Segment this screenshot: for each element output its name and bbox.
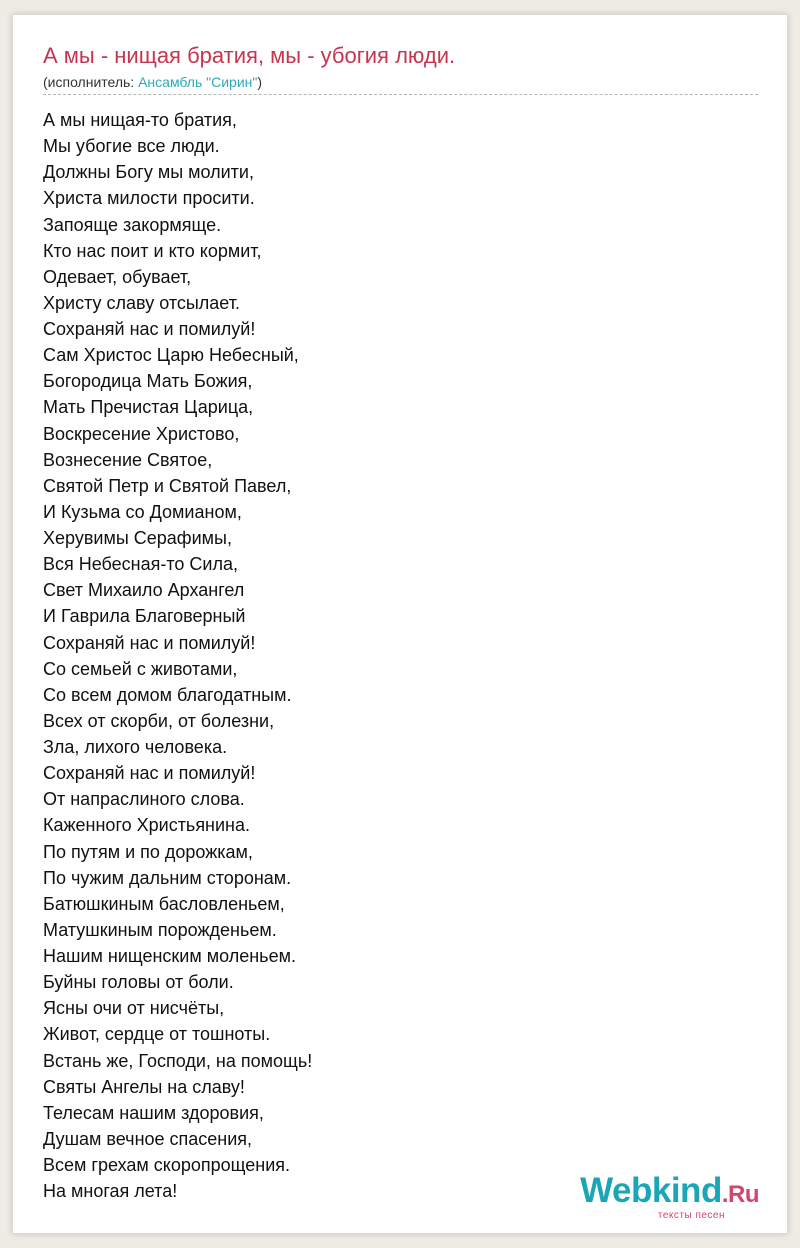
lyric-line: Душам вечное спасения, [43,1128,253,1149]
logo-name: Webkind [580,1171,722,1210]
lyric-line: Буйны головы от боли. [43,972,234,993]
lyric-line: Батюшкиным басловленьем, [43,893,285,914]
lyric-line: На многая лета! [43,1181,178,1202]
site-logo[interactable] [580,1173,759,1221]
lyric-line: И Кузьма со Домианом, [43,501,242,522]
lyric-line: А мы нищая-то братия, [43,110,237,130]
lyric-line: По чужим дальним сторонам. [43,867,292,888]
lyric-line: Свет Михаило Архангел [43,580,245,601]
lyric-line: Каженного Христьянина. [43,815,251,836]
lyric-line: Сохраняй нас и помилуй! [43,319,256,339]
lyric-line: От напраслиного слова. [43,789,245,810]
lyric-line: Матушкиным порожденьем. [43,919,277,940]
lyric-line: Запояще закормяще. [43,214,222,235]
lyric-line: Мы убогие все люди. [43,136,220,157]
lyric-line: Встань же, Господи, на помощь! [43,1050,313,1071]
lyric-line: Телесам нашим здоровия, [43,1102,264,1123]
lyric-line: Христа милости просити. [43,188,255,209]
artist-suffix: ) [257,74,263,90]
lyric-line: Одевает, обувает, [43,266,192,287]
lyric-line: Воскресение Христово, [43,423,240,444]
lyric-line: По путям и по дорожкам, [43,841,253,862]
lyric-line: Кто нас поит и кто кормит, [43,240,262,261]
lyric-line: Сохраняй нас и помилуй! [43,763,256,784]
lyric-line: Зла, лихого человека. [43,737,228,757]
lyric-line: Мать Пречистая Царица, [43,397,254,418]
artist-line [43,74,262,90]
lyric-line: Святы Ангелы на славу! [43,1076,245,1097]
lyric-line: Христу славу отсылает. [43,292,240,313]
lyric-line: Вся Небесная-то Сила, [43,554,238,575]
lyric-line: Сохраняй нас и помилуй! [43,632,256,653]
lyric-line: Всех от скорби, от болезни, [43,710,275,731]
lyric-line: Ясны очи от нисчёты, [43,998,225,1019]
lyric-line: Херувимы Серафимы, [43,528,232,548]
lyric-line: Святой Петр и Святой Павел, [43,475,292,496]
lyric-line: Должны Богу мы молити, [43,162,254,183]
lyric-line: И Гаврила Благоверный [43,606,246,627]
lyric-line: Всем грехам скоропрощения. [43,1155,291,1175]
lyric-line: Вознесение Святое, [43,449,213,470]
artist-link[interactable]: Ансамбль "Сирин" [138,74,258,90]
lyric-line: Со всем домом благодатным. [43,684,292,705]
lyric-line: Богородица Мать Божия, [43,371,253,392]
lyrics-card [12,14,788,1234]
lyric-line: Живот, сердце от тошноты. [43,1024,271,1045]
song-title: А мы - нищая братия, мы - убогия люди. [43,43,456,68]
logo-suffix: .Ru [721,1181,759,1208]
lyric-line: Со семьей с животами, [43,658,238,679]
artist-prefix: (исполнитель: [43,74,139,90]
lyric-line: Нашим нищенским моленьем. [43,946,296,966]
logo-tagline: тексты песен [657,1210,725,1221]
divider [43,94,758,95]
lyric-line: Сам Христос Царю Небесный, [43,345,299,366]
lyrics-text [43,107,312,1204]
